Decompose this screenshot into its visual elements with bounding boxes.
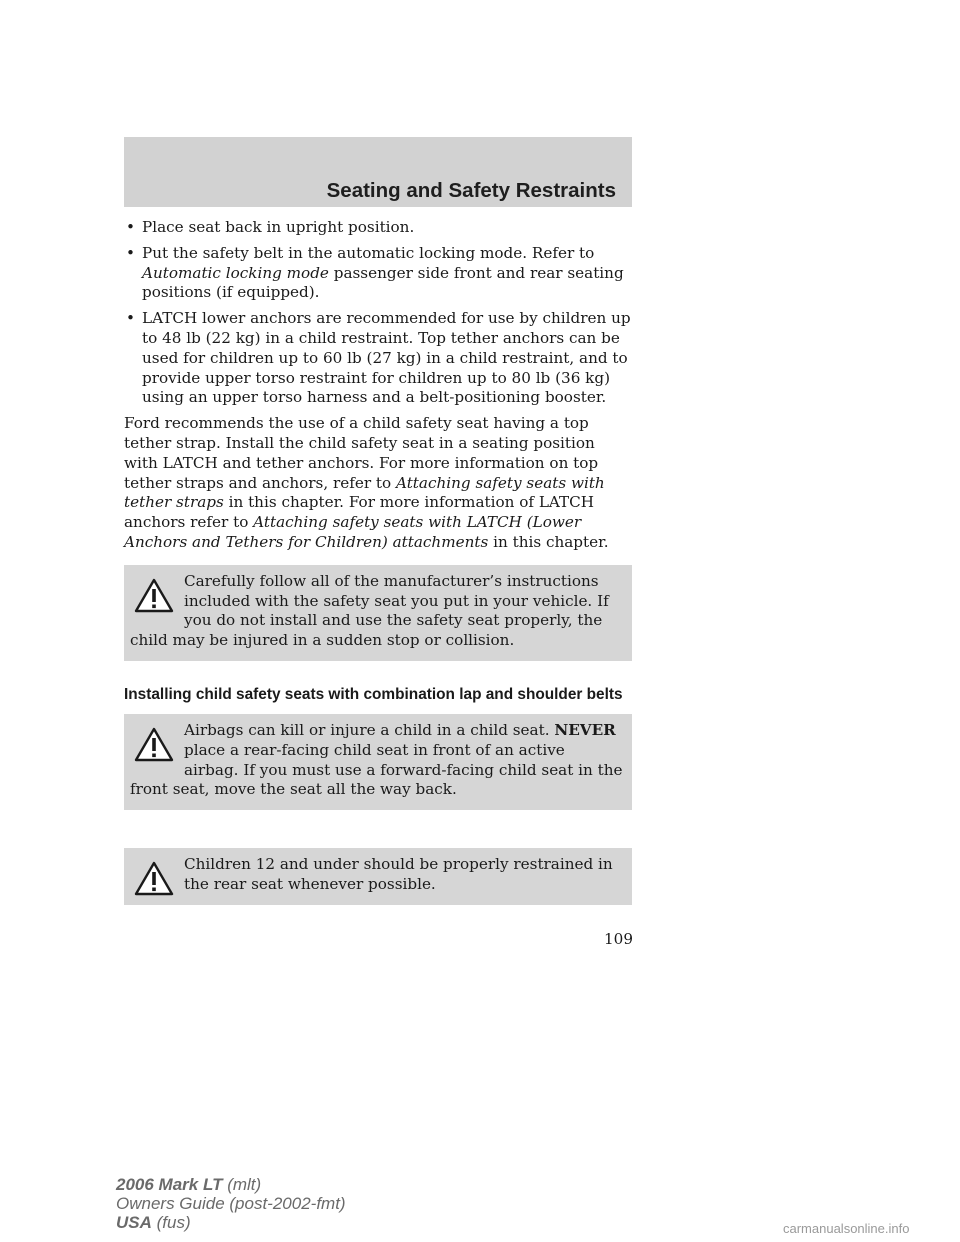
bullet-text: passenger side front and rear seating positions (if equipped). (142, 263, 624, 302)
document-footer (116, 1175, 346, 1232)
section-subheading: Installing child safety seats with combination lap and shoulder belts (124, 685, 623, 703)
paragraph-reference: Attaching safety seats with tether straps (124, 473, 605, 512)
footer-model: 2006 Mark LT (116, 1175, 223, 1194)
paragraph-text: in this chapter. For more information of LATCH anchors refer to (124, 493, 595, 532)
warning-emphasis: NEVER (554, 720, 616, 739)
page-number: 109 (604, 930, 633, 948)
footer-line: Owners Guide (post-2002-fmt) (116, 1194, 346, 1213)
paragraph-text: Ford recommends the use of a child safety seat having a top tether strap. Install the child safety seat in a seating position with LATCH and tether anchors. For more information on top tether straps and anchors, refer to (124, 414, 599, 492)
bullet-text: Put the safety belt in the automatic locking mode. Refer to (142, 243, 595, 262)
watermark: carmanualsonline.info (783, 1221, 910, 1236)
bullet-item (124, 309, 632, 408)
warning-triangle-icon (134, 861, 174, 897)
bullet-item (124, 218, 632, 238)
bullet-icon: • (126, 218, 135, 236)
warning-text: place a rear-facing child seat in front of an active airbag. If you must use a forward-facing child seat in the front seat, move the seat all the way back. (130, 740, 623, 799)
warning-text: Airbags can kill or injure a child in a child seat. (184, 720, 555, 739)
bullet-text: LATCH lower anchors are recommended for use by children up to 48 lb (22 kg) in a child restraint. Top tether anchors can be used for children up to 60 lb (27 kg) in a child restraint, and to provide upper torso restraint for children up to 80 lb (36 kg) using an upper torso harness and a belt-positioning booster. (142, 309, 631, 407)
bullet-icon: • (126, 243, 135, 262)
paragraph-text: in this chapter. (488, 532, 609, 551)
warning-box (124, 848, 632, 905)
bullet-text: Place seat back in upright position. (142, 218, 415, 236)
bullet-icon: • (126, 309, 135, 328)
section-header-band (124, 137, 632, 207)
warning-box (124, 714, 632, 810)
footer-line (116, 1175, 346, 1194)
warning-text: Children 12 and under should be properly restrained in the rear seat whenever possible. (184, 855, 613, 893)
bullet-item (124, 244, 632, 303)
warning-triangle-icon (134, 727, 174, 763)
warning-triangle-icon (134, 578, 174, 614)
bullet-reference: Automatic locking mode (142, 263, 329, 282)
body-paragraph (124, 414, 632, 553)
footer-line (116, 1213, 346, 1232)
paragraph-reference: Attaching safety seats with LATCH (Lower Anchors and Tethers for Children) attachments (124, 513, 582, 551)
page-content (124, 218, 632, 905)
footer-market: USA (116, 1213, 152, 1232)
section-title: Seating and Safety Restraints (326, 179, 616, 202)
footer-code: (fus) (151, 1213, 191, 1232)
warning-box (124, 565, 632, 661)
warning-text: Carefully follow all of the manufacturer’s instructions included with the safety seat you put in your vehicle. If you do not install and use the safety seat properly, the child may be injured in a sudden stop or collision. (130, 571, 609, 650)
footer-code: (mlt) (222, 1175, 262, 1194)
